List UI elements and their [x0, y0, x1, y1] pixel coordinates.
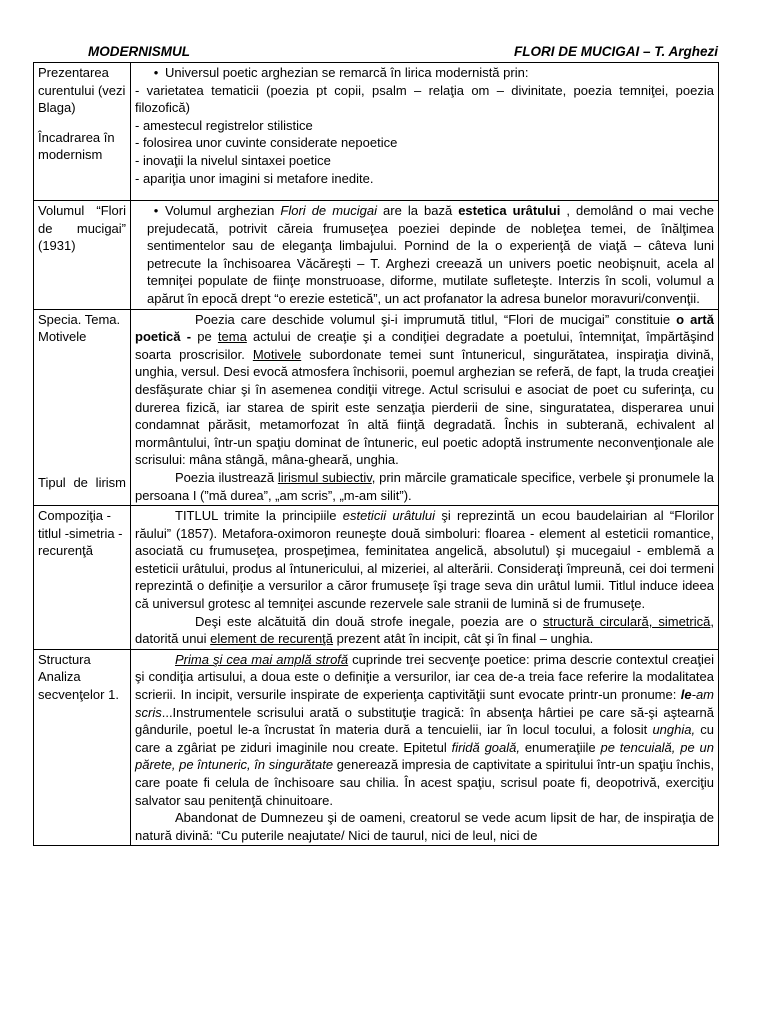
label-specia: Specia. Tema. Motivele	[38, 311, 121, 345]
abandon-paragraph: Abandonat de Dumnezeu şi de oameni, creatorul se vede acum lipsit de har, de inspiraţia de natură divină: “Cu puterile neajutate/ Nici de taurul, nici de leul, nici de	[135, 810, 714, 843]
row-label: Volumul “Flori de mucigai” (1931)	[34, 201, 131, 310]
table-row	[34, 309, 719, 506]
volume-paragraph: • Volumul arghezian Flori de mucigai are la bază estetica urâtului , demolând o mai veche prejudecată, potrivit căreia frumuseţea poeziei depinde de nobleţea temei, de înălţimea sentimentelor sau de eleganţa limbajului. Pornind de la o experienţă de viaţă – câteva luni petrecute la închisoarea Văcăreşti – T. Arghezi creează un univers poetic neobişnuit, acela al temniţei populate de fiinţe monstruoase, diforme, mutilate sufleteşte. Interzis în scoli, volumul a apărut în epocă drept “o erezie estetică”, un act profanator la adresa bunelor moravuri/convenţii.	[147, 203, 715, 306]
strophe-paragraph: Prima şi cea mai amplă strofă cuprinde trei secvenţe poetice: prima descrie contextul creaţiei şi condiţia artisului, a doua este o definiţie a versurilor, iar cea de-a treia face referire la modalitatea scrierii. In incipit, versurile inspirate de experienţa captivităţii sunt evocate printr-un pronume: le-am scris...Instrumentele scrisului arată o substituţie tragică: în absenţa hârtiei pe care să-şi aştearnă gândurile, poetul le-a încrustat în materia dură a tencuielii, iar în locul tocului, a folosit unghia, cu care a zgâriat pe ziduri imaginile nou create. Epitetul firidă goală, enumeraţiile pe tencuială, pe un părete, pe întuneric, în singurătate generează impresia de captivitate a spiritului într-un spaţiu închis, care poate fi celula de închisoare sau chilia. În acest spaţiu, scrisul poate fi, deopotrivă, exerciţiu salvator sau penitenţă chinuitoare.	[135, 651, 715, 808]
row-label: Compoziţia -titlul -simetria -recurenţă	[34, 506, 131, 650]
row-label: Structura Analiza secvenţelor 1.	[34, 649, 131, 846]
page-header	[38, 44, 718, 62]
header-work-title: FLORI DE MUCIGAI – T. Arghezi	[513, 44, 718, 59]
bullet-dot-icon: •	[153, 203, 159, 218]
table-row	[34, 649, 719, 846]
label-lirism: Tipul de lirism	[38, 474, 126, 490]
list-item: - inovaţii la nivelul sintaxei poetice	[135, 152, 331, 168]
study-table	[33, 62, 719, 846]
row-content	[131, 649, 719, 846]
table-row	[34, 63, 719, 201]
row-content	[131, 63, 719, 201]
structure-paragraph: Deşi este alcătuită din două strofe inegale, poezia are o structură circulară, simetrică, datorită unui element de recurenţă prezent atât în incipit, cât şi în final – unghia.	[135, 613, 714, 647]
lirism-paragraph: Poezia ilustrează lirismul subiectiv, prin mărcile gramaticale specifice, verbele şi pronumele la persoana I (”mă durea”, „am scris”, „m-am silit”).	[135, 469, 714, 503]
bullet-paragraph: • Universul poetic arghezian se remarcă în lirica modernistă prin:	[135, 64, 714, 82]
theme-paragraph: Poezia care deschide volumul şi-i imprumută titlul, “Flori de mucigai” constituie o artă poetică - pe tema actului de creaţie şi a condiţiei degradate a poetului, întemniţat, împărtăşind soarta proscrisilor. Motivele subordonate temei sunt întunericul, singurătatea, inspiraţia divină, unghia, versul. Desi evocă atmosfera închisorii, poemul arghezian se referă, de fapt, la truda creaţiei desfăşurate chiar şi în asemenea condiţii vitrege. Actul scrisului e asociat de poet cu suferinţa, cu durerea fizică, iar starea de spirit este senzaţia pierderii de sine, singuratatea, disperarea unui condamnat părăsit, metamorfozat în altă fiinţă degradată. Închis in subterană, echivalent al mormântului, într-un spaţiu dominat de întuneric, eul poetic adoptă instrumente neconvenţionale ale scrisului: mâna stângă, mâna-gheară, unghia.	[135, 311, 715, 468]
table-row	[34, 201, 719, 310]
table-row	[34, 506, 719, 650]
title-paragraph: TITLUL trimite la principiile esteticii urâtului şi reprezintă un ecou baudelairian al “Florilor răului” (1857). Metafora-oximoron reuneşte două simboluri: floarea - element al esteticii romantice, asociată cu frumuseţea, prospeţimea, feminitatea angelică, absolutul) şi mucegaiul - emblemă a esteticii urâtului, produs al întunericului, al mizeriei, al alterării. Consideraţi împreună, cei doi termeni reprezintă o definiţie a versurilor a căror frumuseţe îşi trage seva din urâtul lumii. Titlul induce ideea că universul grotesc al temniţei ascunde rezervele sale stranii de lumină si de frumuseţe.	[135, 508, 714, 612]
row-content	[131, 201, 719, 310]
list-item: - amestecul registrelor stilistice	[135, 117, 313, 133]
row-label	[34, 309, 131, 506]
row-label	[34, 63, 131, 201]
list-item: - apariţia unor imagini si metafore inedite.	[135, 170, 374, 186]
bullet-dot-icon: •	[153, 65, 159, 80]
label-prezentarea: Prezentarea curentului (vezi Blaga)	[38, 65, 126, 116]
header-movement: MODERNISMUL	[88, 44, 190, 59]
label-incadrarea: Încadrarea în modernism	[38, 129, 115, 163]
list-item: - varietatea tematicii (poezia pt copii, psalm – relaţia om – divinitate, poezia temniţei, poezia filozofică)	[135, 82, 714, 116]
row-content	[131, 309, 719, 506]
row-content	[131, 506, 719, 650]
list-item: - folosirea unor cuvinte considerate nepoetice	[135, 135, 398, 151]
